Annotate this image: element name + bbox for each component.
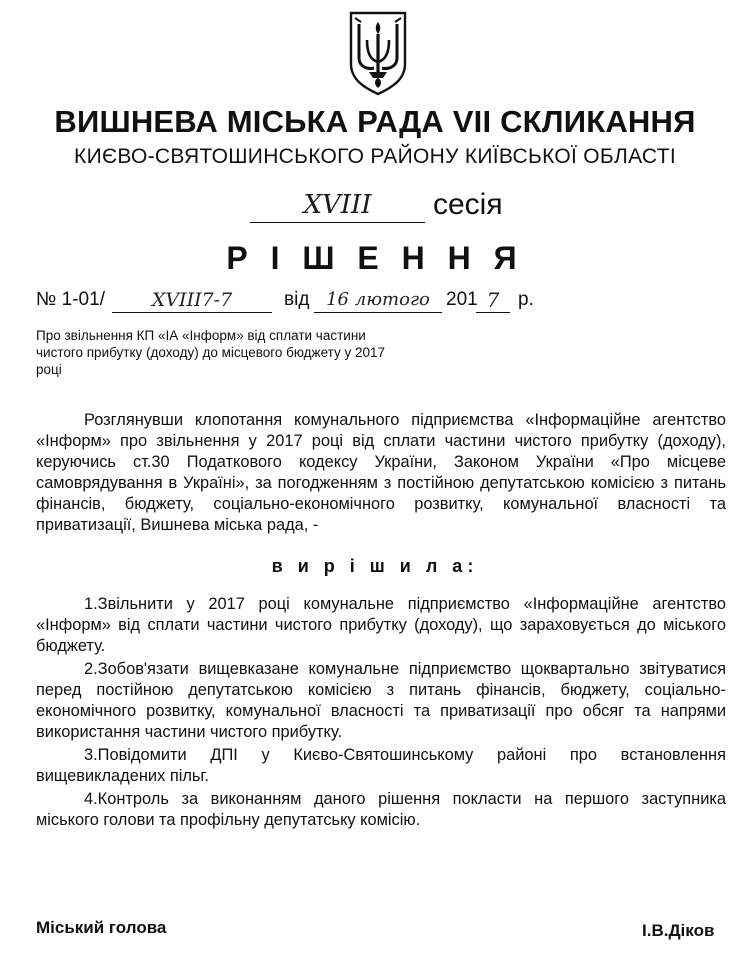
decision-number-prefix: № 1-01/	[36, 289, 105, 310]
preamble-paragraph: Розглянувши клопотання комунального підприємства «Інформаційне агентство «Інформ» про звільнення у 2017 році від сплати частини чистого прибутку (доходу), керуючись ст.30 Податкового кодексу України, Законом України «Про місцеве самоврядування в Україні», за погодженням з постійною депутатською комісією з питань фінансів, бюджету, соціально-економічного розвитку, комунальної власності та приватизації, Вишнева міська рада, -	[36, 411, 726, 534]
signature-title: Міський голова	[36, 918, 167, 937]
decision-subject: Про звільнення КП «ІА «Інформ» від сплати частини чистого прибутку (доходу) до місцевого бюджету у 2017 році	[36, 328, 386, 377]
session-line	[250, 188, 550, 224]
council-subtitle: КИЄВО-СВЯТОШИНСЬКОГО РАЙОНУ КИЇВСЬКОЇ ОБЛАСТІ	[74, 145, 676, 168]
resolved-heading: в и р і ш и л а:	[271, 556, 479, 576]
session-label: сесія	[433, 188, 503, 221]
decision-date-prefix: від	[284, 289, 310, 310]
signature-name: І.В.Діков	[642, 921, 715, 940]
decision-number-value: XVIII7-7	[112, 286, 272, 313]
resolution-item: 3.Повідомити ДПІ у Києво-Святошинському районі про встановлення вищевикладених пільг.	[36, 746, 726, 785]
decision-year-prefix: 201	[446, 289, 478, 310]
resolution-item: 2.Зобов'язати вищевказане комунальне підприємство щоквартально звітуватися перед постійною депутатською комісією з питань фінансів, бюджету, соціально-економічного розвитку, комунальної власності та приватизації про обсяг та напрями використання частини чистого прибутку.	[36, 660, 726, 741]
page-title: Р І Ш Е Н Н Я	[226, 240, 524, 276]
resolution-item: 4.Контроль за виконанням даного рішення покласти на першого заступника міського голови та профільну депутатську комісію.	[36, 790, 726, 829]
session-number: XVIII	[250, 188, 425, 223]
decision-date-value: 16 лютого	[314, 286, 442, 313]
trident-coat-of-arms-icon	[347, 10, 409, 96]
resolution-item: 1.Звільнити у 2017 році комунальне підприємство «Інформаційне агентство «Інформ» від сплати частини чистого прибутку (доходу), що зараховується до міського бюджету.	[36, 595, 726, 655]
decision-year-digit: 7	[476, 286, 510, 313]
resolution-items	[36, 594, 726, 833]
decision-year-suffix: р.	[518, 289, 534, 310]
decision-number-line	[36, 286, 556, 316]
council-name: ВИШНЕВА МІСЬКА РАДА VII СКЛИКАННЯ	[54, 104, 696, 139]
